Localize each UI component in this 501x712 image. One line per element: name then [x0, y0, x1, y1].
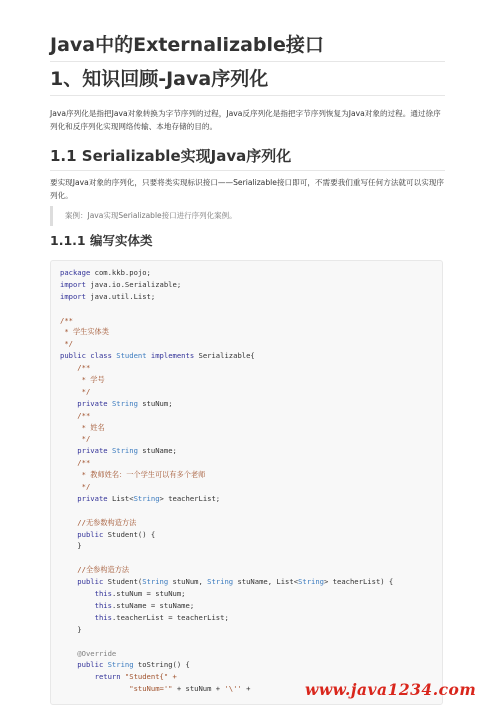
code-line	[60, 410, 393, 422]
code-token: import	[60, 279, 91, 289]
code-token: "stuNum='"	[60, 684, 177, 694]
code-token: + stuNum +	[176, 684, 225, 694]
paragraph-serialization-intro: Java序列化是指把Java对象转换为字节序列的过程，Java反序列化是指把字节序列恢复为Java对象的过程。通过徐序列化和反序列化实现网络传输、本地存储的目的。	[50, 109, 441, 131]
code-line	[60, 505, 393, 517]
code-token: Student	[116, 351, 151, 361]
code-token: String	[111, 398, 143, 408]
code-token: /**	[60, 315, 73, 325]
code-token: > teacherList) {	[324, 577, 394, 587]
code-token: //全参构造方法	[60, 565, 130, 575]
code-line	[60, 386, 393, 398]
code-line	[60, 338, 393, 350]
code-token: +	[246, 684, 251, 694]
code-token: * 学号	[60, 375, 105, 385]
code-line	[60, 433, 393, 445]
code-line	[60, 279, 393, 291]
code-token: String	[207, 577, 238, 587]
code-line	[60, 457, 393, 469]
code-token: public	[60, 660, 108, 670]
code-lines	[60, 267, 393, 695]
code-token: Student() {	[107, 529, 156, 539]
code-token: /**	[60, 410, 91, 420]
code-token: String	[133, 493, 160, 503]
code-line	[60, 612, 393, 624]
code-line	[60, 350, 393, 362]
code-block	[50, 260, 443, 705]
code-token: //无参数构造方法	[60, 517, 137, 527]
code-token: */	[60, 386, 91, 396]
code-line	[60, 529, 393, 541]
code-token: private	[60, 493, 112, 503]
site-watermark: www.java1234.com	[305, 680, 477, 699]
code-token: }	[60, 541, 82, 551]
code-line	[60, 648, 393, 660]
code-token: /**	[60, 363, 91, 373]
code-token: Student(	[107, 577, 143, 587]
code-token: * 教师姓名：一个学生可以有多个老师	[60, 470, 206, 480]
code-line	[60, 315, 393, 327]
code-token: public	[60, 529, 108, 539]
code-token: .stuNum = stuNum;	[111, 589, 186, 599]
code-line	[60, 624, 393, 636]
code-token: stuName;	[142, 446, 177, 456]
code-token: */	[60, 339, 73, 349]
code-token: /**	[60, 458, 91, 468]
code-token: "Student{" +	[124, 672, 177, 682]
code-token: String	[142, 577, 173, 587]
code-token: toString() {	[137, 660, 190, 670]
code-token: }	[60, 624, 82, 634]
code-line	[60, 600, 393, 612]
code-line	[60, 267, 393, 279]
code-token: public class	[60, 351, 117, 361]
code-line	[60, 540, 393, 552]
code-token: '\''	[224, 684, 247, 694]
code-line	[60, 481, 393, 493]
code-token: this	[60, 600, 112, 610]
code-line	[60, 552, 393, 564]
code-token: this	[60, 589, 112, 599]
section-heading-1-1: 1.1 Serializable实现Java序列化	[50, 145, 445, 171]
code-token: String	[107, 660, 138, 670]
code-token: this	[60, 612, 112, 622]
code-token: * 学生实体类	[60, 327, 109, 337]
paragraph-serializable-usage: 要实现Java对象的序列化，只要将类实现标识接口——Serializable接口即可，不需要我们重写任何方法就可以实现序列化。	[50, 178, 444, 200]
code-token: private	[60, 398, 112, 408]
code-token: String	[298, 577, 325, 587]
code-token: stuNum,	[172, 577, 208, 587]
code-line	[60, 303, 393, 315]
code-token: * 姓名	[60, 422, 105, 432]
code-token: return	[60, 672, 125, 682]
code-line	[60, 564, 393, 576]
code-token: java.io.Serializable;	[90, 279, 182, 289]
code-line	[60, 291, 393, 303]
code-token: String	[111, 446, 143, 456]
code-line	[60, 362, 393, 374]
code-line	[60, 469, 393, 481]
code-token: @Override	[60, 648, 117, 658]
code-line	[60, 493, 393, 505]
section-heading-1: 1、知识回顾-Java序列化	[50, 66, 445, 96]
code-token: */	[60, 482, 91, 492]
code-line	[60, 398, 393, 410]
code-line	[60, 576, 393, 588]
code-line	[60, 659, 393, 671]
code-token: .teacherList = teacherList;	[111, 612, 229, 622]
code-token: public	[60, 577, 108, 587]
code-line	[60, 374, 393, 386]
document-title: Java中的Externalizable接口	[50, 32, 445, 62]
case-blockquote: 案例：Java实现Serializable接口进行序列化案例。	[50, 206, 442, 226]
code-token: private	[60, 446, 112, 456]
code-token: */	[60, 434, 91, 444]
code-line	[60, 445, 393, 457]
code-token: package	[60, 268, 95, 277]
code-token: import	[60, 291, 91, 301]
section-heading-1-1-1: 1.1.1 编写实体类	[50, 233, 153, 248]
code-line	[60, 326, 393, 338]
code-token: stuNum;	[142, 398, 173, 408]
code-token: implements	[150, 351, 199, 361]
code-line	[60, 636, 393, 648]
code-line	[60, 517, 393, 529]
code-token: .stuName = stuName;	[111, 600, 195, 610]
code-token: java.util.List;	[90, 291, 156, 301]
code-token: stuName, List<	[237, 577, 299, 587]
code-line	[60, 588, 393, 600]
code-token: > teacherList;	[159, 493, 221, 503]
code-token: List<	[111, 493, 134, 503]
code-line	[60, 422, 393, 434]
code-token: Serializable{	[198, 351, 255, 361]
code-token: com.kkb.pojo;	[94, 268, 151, 277]
